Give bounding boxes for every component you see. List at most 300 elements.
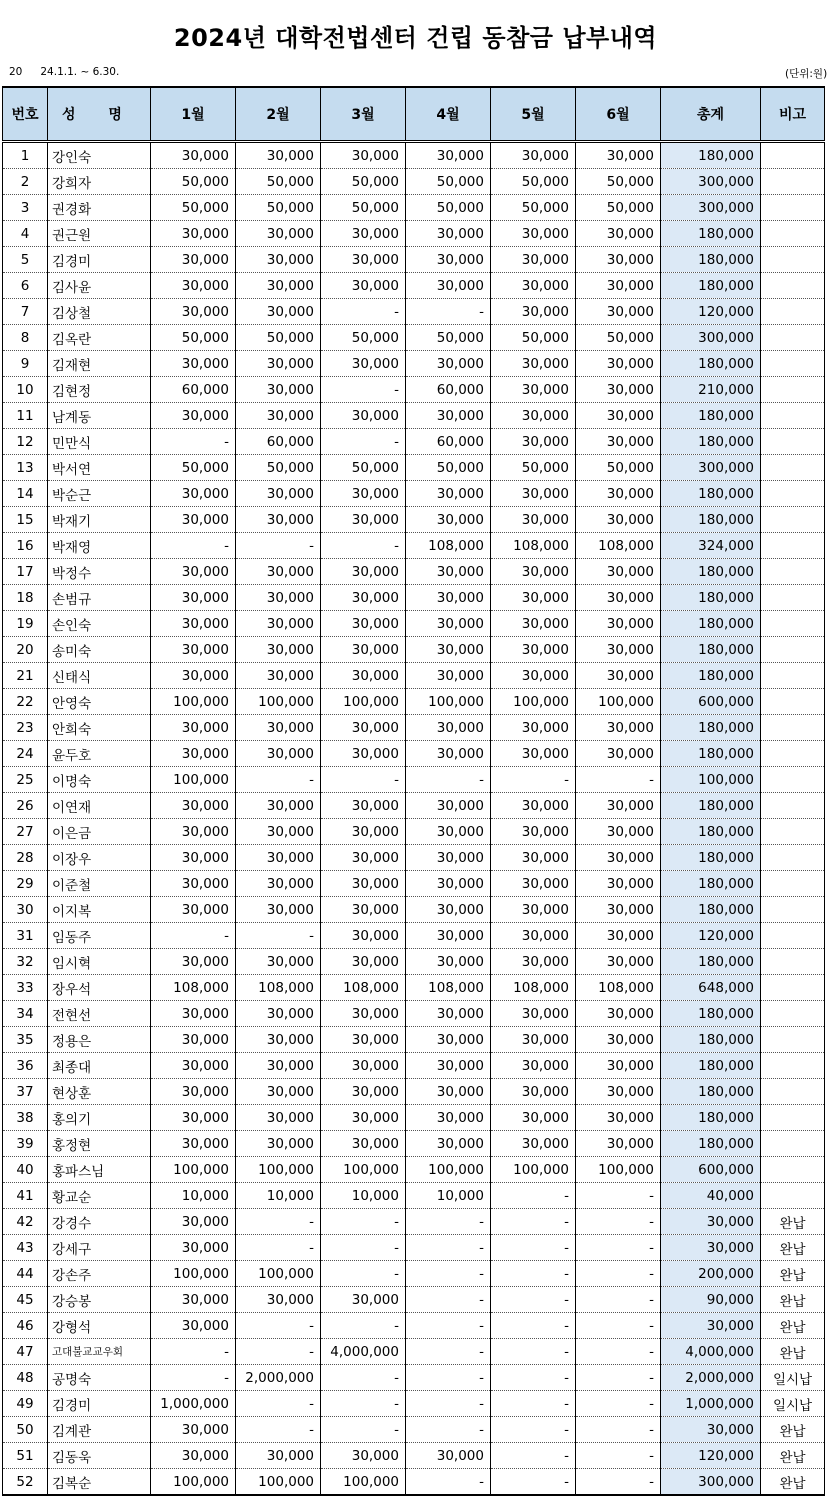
month-4-amount: - (406, 767, 491, 793)
month-4-amount: 30,000 (406, 897, 491, 923)
total-amount: 180,000 (661, 1079, 761, 1105)
month-3-amount: - (321, 533, 406, 559)
month-3-amount: 30,000 (321, 273, 406, 299)
row-number: 19 (3, 611, 48, 637)
month-5-amount: 30,000 (491, 429, 576, 455)
month-2-amount: 30,000 (236, 142, 321, 169)
month-6-amount: 30,000 (576, 299, 661, 325)
month-6-amount: 100,000 (576, 689, 661, 715)
month-3-amount: - (321, 1261, 406, 1287)
month-4-amount: - (406, 1313, 491, 1339)
month-4-amount: 30,000 (406, 793, 491, 819)
member-name: 김사윤 (48, 273, 151, 299)
table-row (3, 377, 825, 403)
table-row (3, 1079, 825, 1105)
month-5-amount: - (491, 1365, 576, 1391)
month-4-amount: 30,000 (406, 1443, 491, 1469)
month-1-amount: 30,000 (151, 299, 236, 325)
month-3-amount: - (321, 429, 406, 455)
remark (761, 637, 825, 663)
month-5-amount: 30,000 (491, 403, 576, 429)
month-4-amount: 30,000 (406, 351, 491, 377)
header-remark: 비고 (761, 87, 825, 142)
month-4-amount: 30,000 (406, 637, 491, 663)
remark: 완납 (761, 1287, 825, 1313)
month-1-amount: 30,000 (151, 819, 236, 845)
month-4-amount: - (406, 1391, 491, 1417)
member-name: 손범규 (48, 585, 151, 611)
month-5-amount: 30,000 (491, 1053, 576, 1079)
month-5-amount: 30,000 (491, 299, 576, 325)
month-3-amount: - (321, 377, 406, 403)
remark (761, 1105, 825, 1131)
month-4-amount: 100,000 (406, 1157, 491, 1183)
month-2-amount: 60,000 (236, 429, 321, 455)
month-3-amount: 30,000 (321, 1053, 406, 1079)
table-row (3, 1417, 825, 1443)
month-2-amount: 30,000 (236, 1105, 321, 1131)
month-4-amount: 30,000 (406, 221, 491, 247)
member-name: 민만식 (48, 429, 151, 455)
total-amount: 2,000,000 (661, 1365, 761, 1391)
table-row (3, 455, 825, 481)
member-name: 김현정 (48, 377, 151, 403)
month-3-amount: 30,000 (321, 507, 406, 533)
month-2-amount: 30,000 (236, 741, 321, 767)
remark: 완납 (761, 1469, 825, 1496)
month-3-amount: 50,000 (321, 169, 406, 195)
row-number: 14 (3, 481, 48, 507)
table-row (3, 611, 825, 637)
month-2-amount: 50,000 (236, 195, 321, 221)
month-3-amount: 10,000 (321, 1183, 406, 1209)
remark (761, 429, 825, 455)
total-amount: 180,000 (661, 637, 761, 663)
month-1-amount: 30,000 (151, 611, 236, 637)
member-name: 고대불교교우회 (48, 1339, 151, 1365)
month-1-amount: 30,000 (151, 559, 236, 585)
total-amount: 180,000 (661, 741, 761, 767)
month-4-amount: 30,000 (406, 559, 491, 585)
month-2-amount: 30,000 (236, 793, 321, 819)
row-number: 12 (3, 429, 48, 455)
month-3-amount: 30,000 (321, 481, 406, 507)
row-number: 27 (3, 819, 48, 845)
month-6-amount: 30,000 (576, 507, 661, 533)
payment-table (2, 86, 825, 1496)
member-name: 신태식 (48, 663, 151, 689)
table-row (3, 1209, 825, 1235)
month-1-amount: 30,000 (151, 741, 236, 767)
month-5-amount: - (491, 1417, 576, 1443)
month-6-amount: - (576, 1235, 661, 1261)
month-2-amount: 30,000 (236, 299, 321, 325)
month-5-amount: 50,000 (491, 195, 576, 221)
row-number: 15 (3, 507, 48, 533)
month-1-amount: 1,000,000 (151, 1391, 236, 1417)
month-1-amount: 30,000 (151, 1105, 236, 1131)
row-number: 41 (3, 1183, 48, 1209)
header-may: 5월 (491, 87, 576, 142)
month-6-amount: 30,000 (576, 273, 661, 299)
month-4-amount: 30,000 (406, 949, 491, 975)
remark (761, 221, 825, 247)
month-3-amount: - (321, 1313, 406, 1339)
remark: 완납 (761, 1339, 825, 1365)
month-5-amount: - (491, 1391, 576, 1417)
total-amount: 180,000 (661, 611, 761, 637)
row-number: 29 (3, 871, 48, 897)
remark (761, 871, 825, 897)
row-number: 11 (3, 403, 48, 429)
member-name: 윤두호 (48, 741, 151, 767)
month-6-amount: 30,000 (576, 611, 661, 637)
header-name: 성 명 (48, 87, 151, 142)
month-2-amount: 30,000 (236, 845, 321, 871)
table-row (3, 533, 825, 559)
month-4-amount: - (406, 1417, 491, 1443)
remark: 완납 (761, 1235, 825, 1261)
month-5-amount: 30,000 (491, 923, 576, 949)
row-number: 22 (3, 689, 48, 715)
month-3-amount: - (321, 1209, 406, 1235)
month-5-amount: 30,000 (491, 845, 576, 871)
month-5-amount: - (491, 1443, 576, 1469)
month-1-amount: 30,000 (151, 637, 236, 663)
month-5-amount: 30,000 (491, 585, 576, 611)
month-5-amount: 30,000 (491, 247, 576, 273)
month-2-amount: - (236, 1391, 321, 1417)
month-3-amount: - (321, 767, 406, 793)
month-1-amount: 30,000 (151, 949, 236, 975)
month-3-amount: 30,000 (321, 923, 406, 949)
member-name: 전현선 (48, 1001, 151, 1027)
month-1-amount: 50,000 (151, 455, 236, 481)
remark (761, 975, 825, 1001)
table-row (3, 195, 825, 221)
page-title: 2024년 대학전법센터 건립 동참금 납부내역 (173, 24, 658, 52)
table-row (3, 923, 825, 949)
total-amount: 30,000 (661, 1313, 761, 1339)
month-4-amount: 30,000 (406, 923, 491, 949)
month-5-amount: 30,000 (491, 949, 576, 975)
row-number: 26 (3, 793, 48, 819)
total-amount: 180,000 (661, 1105, 761, 1131)
month-6-amount: 50,000 (576, 169, 661, 195)
month-4-amount: 30,000 (406, 142, 491, 169)
month-1-amount: 30,000 (151, 793, 236, 819)
total-amount: 180,000 (661, 429, 761, 455)
table-row (3, 663, 825, 689)
total-amount: 600,000 (661, 1157, 761, 1183)
row-number: 4 (3, 221, 48, 247)
month-6-amount: - (576, 1183, 661, 1209)
month-3-amount: 30,000 (321, 819, 406, 845)
month-4-amount: 30,000 (406, 1001, 491, 1027)
total-amount: 120,000 (661, 1443, 761, 1469)
remark (761, 897, 825, 923)
month-5-amount: 30,000 (491, 1105, 576, 1131)
month-5-amount: 50,000 (491, 325, 576, 351)
month-6-amount: - (576, 1339, 661, 1365)
month-6-amount: 30,000 (576, 663, 661, 689)
member-name: 이연재 (48, 793, 151, 819)
month-4-amount: - (406, 1287, 491, 1313)
row-number: 17 (3, 559, 48, 585)
month-1-amount: 30,000 (151, 715, 236, 741)
month-5-amount: - (491, 1287, 576, 1313)
month-4-amount: 30,000 (406, 715, 491, 741)
month-3-amount: 50,000 (321, 325, 406, 351)
month-6-amount: 108,000 (576, 533, 661, 559)
month-2-amount: - (236, 1339, 321, 1365)
member-name: 최종대 (48, 1053, 151, 1079)
month-5-amount: 30,000 (491, 507, 576, 533)
month-6-amount: - (576, 1443, 661, 1469)
member-name: 박재영 (48, 533, 151, 559)
month-6-amount: 30,000 (576, 897, 661, 923)
total-amount: 180,000 (661, 351, 761, 377)
month-3-amount: 30,000 (321, 1105, 406, 1131)
table-row (3, 559, 825, 585)
month-4-amount: 50,000 (406, 325, 491, 351)
remark: 완납 (761, 1313, 825, 1339)
table-row (3, 429, 825, 455)
month-6-amount: 30,000 (576, 403, 661, 429)
month-6-amount: 30,000 (576, 585, 661, 611)
remark: 완납 (761, 1443, 825, 1469)
table-row (3, 299, 825, 325)
total-amount: 180,000 (661, 403, 761, 429)
month-2-amount: 30,000 (236, 637, 321, 663)
month-6-amount: 30,000 (576, 871, 661, 897)
row-number: 39 (3, 1131, 48, 1157)
month-5-amount: 100,000 (491, 1157, 576, 1183)
table-row (3, 1001, 825, 1027)
member-name: 이지복 (48, 897, 151, 923)
member-name: 현상훈 (48, 1079, 151, 1105)
table-row (3, 585, 825, 611)
total-amount: 300,000 (661, 325, 761, 351)
month-5-amount: - (491, 1261, 576, 1287)
remark (761, 1001, 825, 1027)
total-amount: 200,000 (661, 1261, 761, 1287)
month-5-amount: 30,000 (491, 897, 576, 923)
period-label (9, 66, 119, 78)
month-3-amount: - (321, 1235, 406, 1261)
remark (761, 949, 825, 975)
month-6-amount: 30,000 (576, 142, 661, 169)
remark (761, 741, 825, 767)
month-2-amount: 30,000 (236, 1027, 321, 1053)
month-6-amount: 30,000 (576, 481, 661, 507)
period-range: 24.1.1. ~ 6.30. (40, 66, 120, 78)
month-5-amount: - (491, 1235, 576, 1261)
header-total: 총계 (661, 87, 761, 142)
member-name: 공명숙 (48, 1365, 151, 1391)
member-name: 강인숙 (48, 142, 151, 169)
month-4-amount: 30,000 (406, 585, 491, 611)
month-5-amount: - (491, 1209, 576, 1235)
month-2-amount: 30,000 (236, 403, 321, 429)
month-4-amount: 30,000 (406, 1131, 491, 1157)
remark (761, 715, 825, 741)
row-number: 51 (3, 1443, 48, 1469)
month-6-amount: - (576, 1261, 661, 1287)
month-1-amount: 30,000 (151, 351, 236, 377)
remark (761, 923, 825, 949)
month-5-amount: 30,000 (491, 1001, 576, 1027)
member-name: 박서연 (48, 455, 151, 481)
month-3-amount: 30,000 (321, 1001, 406, 1027)
month-3-amount: 30,000 (321, 1079, 406, 1105)
month-3-amount: 30,000 (321, 793, 406, 819)
total-amount: 180,000 (661, 221, 761, 247)
month-4-amount: 30,000 (406, 1105, 491, 1131)
month-5-amount: 30,000 (491, 715, 576, 741)
member-name: 강경수 (48, 1209, 151, 1235)
month-5-amount: 30,000 (491, 741, 576, 767)
month-1-amount: - (151, 1365, 236, 1391)
total-amount: 180,000 (661, 142, 761, 169)
remark (761, 507, 825, 533)
member-name: 황교순 (48, 1183, 151, 1209)
total-amount: 180,000 (661, 949, 761, 975)
remark (761, 845, 825, 871)
table-row (3, 481, 825, 507)
month-6-amount: - (576, 1417, 661, 1443)
month-6-amount: 50,000 (576, 455, 661, 481)
total-amount: 300,000 (661, 169, 761, 195)
month-2-amount: 100,000 (236, 1469, 321, 1496)
month-5-amount: 108,000 (491, 533, 576, 559)
member-name: 이준철 (48, 871, 151, 897)
table-row (3, 507, 825, 533)
month-2-amount: 30,000 (236, 585, 321, 611)
member-name: 강희자 (48, 169, 151, 195)
month-1-amount: - (151, 429, 236, 455)
row-number: 18 (3, 585, 48, 611)
table-row (3, 897, 825, 923)
month-6-amount: 30,000 (576, 1079, 661, 1105)
month-1-amount: 100,000 (151, 1157, 236, 1183)
month-5-amount: 100,000 (491, 689, 576, 715)
row-number: 38 (3, 1105, 48, 1131)
month-6-amount: - (576, 1209, 661, 1235)
month-2-amount: 30,000 (236, 247, 321, 273)
month-2-amount: 30,000 (236, 663, 321, 689)
month-6-amount: - (576, 767, 661, 793)
remark (761, 325, 825, 351)
month-1-amount: 100,000 (151, 767, 236, 793)
remark (761, 1079, 825, 1105)
month-1-amount: 30,000 (151, 845, 236, 871)
month-3-amount: 30,000 (321, 1443, 406, 1469)
month-2-amount: - (236, 1235, 321, 1261)
total-amount: 180,000 (661, 1053, 761, 1079)
remark (761, 1053, 825, 1079)
month-6-amount: 30,000 (576, 1001, 661, 1027)
month-2-amount: - (236, 923, 321, 949)
row-number: 34 (3, 1001, 48, 1027)
month-6-amount: 30,000 (576, 715, 661, 741)
table-row (3, 949, 825, 975)
total-amount: 180,000 (661, 845, 761, 871)
table-row (3, 871, 825, 897)
month-1-amount: 108,000 (151, 975, 236, 1001)
month-2-amount: 30,000 (236, 221, 321, 247)
month-1-amount: - (151, 923, 236, 949)
month-5-amount: 30,000 (491, 637, 576, 663)
row-number: 2 (3, 169, 48, 195)
month-3-amount: 50,000 (321, 455, 406, 481)
member-name: 김재현 (48, 351, 151, 377)
header-jun: 6월 (576, 87, 661, 142)
month-4-amount: 30,000 (406, 663, 491, 689)
month-1-amount: 30,000 (151, 1079, 236, 1105)
row-number: 48 (3, 1365, 48, 1391)
month-6-amount: 30,000 (576, 793, 661, 819)
row-number: 3 (3, 195, 48, 221)
month-1-amount: 30,000 (151, 507, 236, 533)
month-1-amount: 50,000 (151, 195, 236, 221)
month-1-amount: 30,000 (151, 221, 236, 247)
table-row (3, 1105, 825, 1131)
remark (761, 455, 825, 481)
total-amount: 40,000 (661, 1183, 761, 1209)
month-4-amount: 10,000 (406, 1183, 491, 1209)
remark (761, 585, 825, 611)
member-name: 이은금 (48, 819, 151, 845)
row-number: 5 (3, 247, 48, 273)
row-number: 40 (3, 1157, 48, 1183)
remark: 일시납 (761, 1391, 825, 1417)
member-name: 김옥란 (48, 325, 151, 351)
total-amount: 300,000 (661, 195, 761, 221)
remark (761, 195, 825, 221)
month-3-amount: - (321, 299, 406, 325)
table-row (3, 793, 825, 819)
month-2-amount: 30,000 (236, 1001, 321, 1027)
month-3-amount: 108,000 (321, 975, 406, 1001)
month-6-amount: 30,000 (576, 845, 661, 871)
month-2-amount: 30,000 (236, 351, 321, 377)
month-1-amount: 100,000 (151, 1261, 236, 1287)
member-name: 강손주 (48, 1261, 151, 1287)
table-row (3, 845, 825, 871)
month-6-amount: 50,000 (576, 195, 661, 221)
month-3-amount: 30,000 (321, 559, 406, 585)
table-row (3, 169, 825, 195)
total-amount: 324,000 (661, 533, 761, 559)
row-number: 46 (3, 1313, 48, 1339)
member-name: 임시혁 (48, 949, 151, 975)
table-row (3, 715, 825, 741)
table-row (3, 1365, 825, 1391)
row-number: 45 (3, 1287, 48, 1313)
table-row (3, 1183, 825, 1209)
remark (761, 351, 825, 377)
month-5-amount: 30,000 (491, 663, 576, 689)
month-4-amount: - (406, 1365, 491, 1391)
row-number: 30 (3, 897, 48, 923)
month-6-amount: 30,000 (576, 429, 661, 455)
table-row (3, 741, 825, 767)
month-4-amount: 30,000 (406, 1079, 491, 1105)
month-1-amount: 30,000 (151, 1209, 236, 1235)
remark (761, 767, 825, 793)
member-name: 안희숙 (48, 715, 151, 741)
